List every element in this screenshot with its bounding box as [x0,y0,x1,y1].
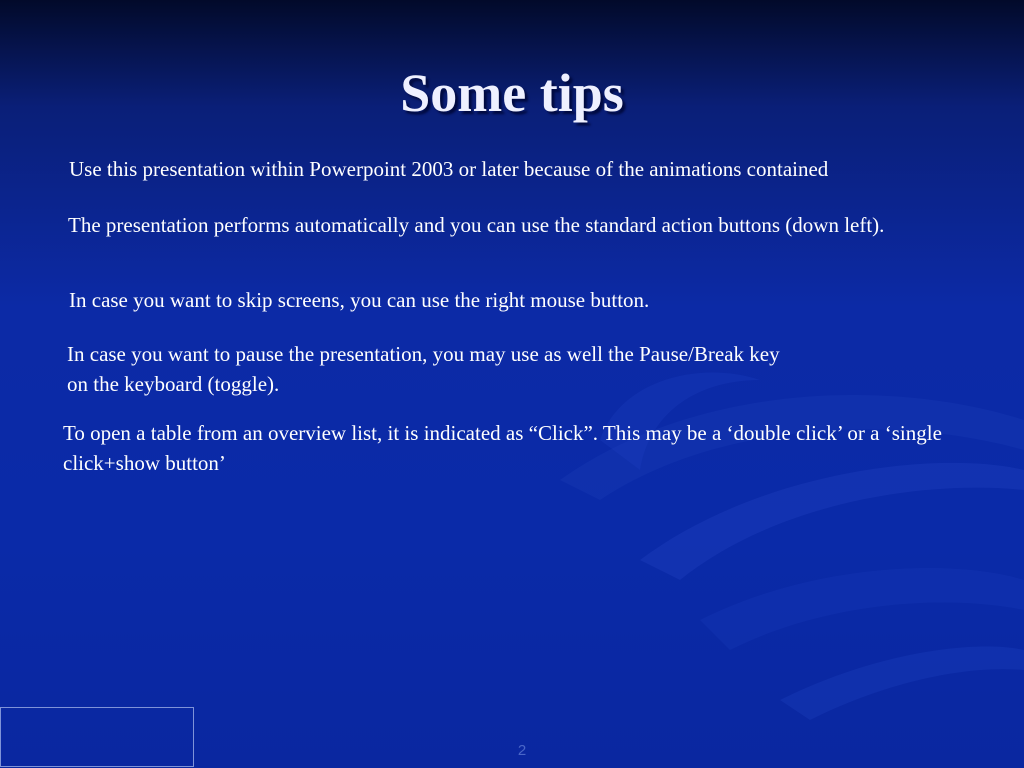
action-buttons-area[interactable] [0,707,194,767]
tip-item: In case you want to pause the presentation, you may use as well the Pause/Break key on the keyboard (toggle). [67,342,780,396]
tip-item: Use this presentation within Powerpoint 2003 or later because of the animations contained [69,157,829,181]
tip-item: In case you want to skip screens, you can use the right mouse button. [69,288,650,312]
page-number: 2 [517,742,527,759]
slide-title: Some tips [400,63,624,123]
tip-item: To open a table from an overview list, it is indicated as “Click”. This may be a ‘double click’ or a ‘single click+show button’ [63,421,942,475]
tip-item: The presentation performs automatically and you can use the standard action buttons (down left). [68,213,885,237]
